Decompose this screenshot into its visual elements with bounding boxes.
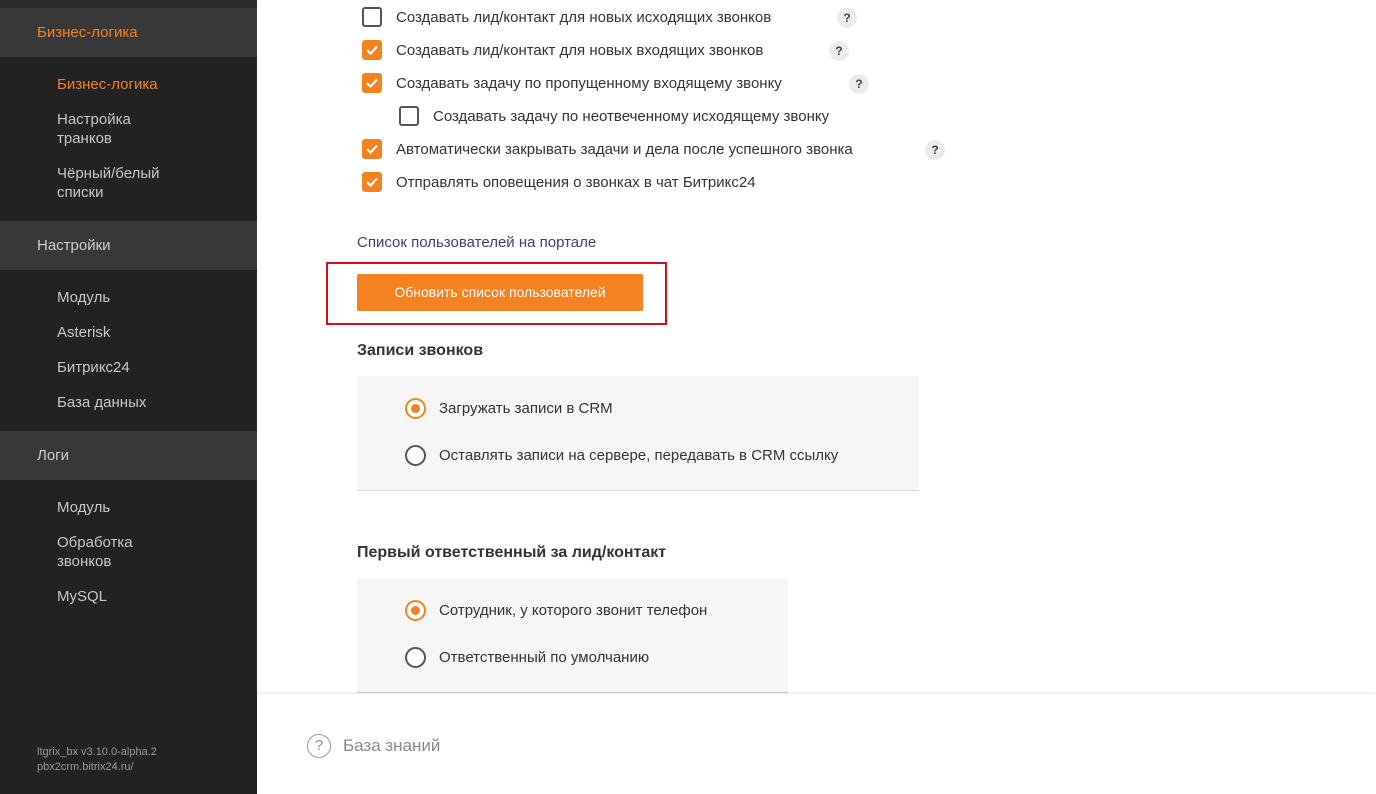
domain-text: pbx2crm.bitrix24.ru/ [37, 761, 134, 773]
section-business-logic[interactable]: Бизнес-логика [0, 8, 257, 57]
sidebar-item-module[interactable]: Модуль [57, 289, 111, 306]
radio-button[interactable] [405, 398, 426, 419]
checkbox[interactable] [362, 139, 382, 159]
version-text: ltgrix_bx v3.10.0-alpha.2 [37, 746, 157, 758]
radio-label: Оставлять записи на сервере, передавать в CRM ссылку [439, 447, 839, 464]
recordings-panel [357, 376, 919, 491]
sidebar-item-database[interactable]: База данных [57, 394, 147, 411]
help-icon[interactable]: ? [829, 41, 849, 61]
knowledge-base-link[interactable] [307, 734, 440, 758]
section-settings[interactable]: Настройки [0, 221, 257, 270]
sidebar-item-bitrix24[interactable]: Битрикс24 [57, 359, 130, 376]
help-icon[interactable]: ? [849, 74, 869, 94]
sidebar-item-log-module[interactable]: Модуль [57, 499, 111, 516]
radio-button[interactable] [405, 647, 426, 668]
main-content [257, 0, 1376, 794]
sidebar-footer [37, 745, 157, 775]
option-label: Автоматически закрывать задачи и дела после успешного звонка [396, 140, 853, 158]
radio-option[interactable] [405, 398, 613, 419]
sidebar-item-asterisk[interactable]: Asterisk [57, 324, 111, 341]
knowledge-base-label: База знаний [343, 736, 441, 755]
footer-bar [257, 694, 1376, 794]
option-chat-notify [362, 171, 756, 193]
radio-label: Загружать записи в CRM [439, 400, 613, 417]
responsible-panel [357, 578, 788, 693]
radio-label: Сотрудник, у которого звонит телефон [439, 602, 708, 619]
radio-button[interactable] [405, 600, 426, 621]
sidebar-item-trunks[interactable]: Настройка транков [57, 111, 131, 147]
section-logs[interactable]: Логи [0, 431, 257, 480]
responsible-title: Первый ответственный за лид/контакт [357, 544, 667, 561]
question-circle-icon: ? [307, 734, 331, 758]
option-outgoing-lead [362, 6, 771, 28]
option-label: Создавать лид/контакт для новых входящих звонков [396, 41, 764, 59]
recordings-title: Записи звонков [357, 342, 484, 359]
option-auto-close [362, 138, 853, 160]
option-label: Создавать лид/контакт для новых исходящих звонков [396, 8, 772, 26]
sidebar [0, 0, 257, 794]
checkbox[interactable] [399, 106, 419, 126]
sidebar-item-mysql[interactable]: MySQL [57, 588, 108, 605]
checkbox[interactable] [362, 40, 382, 60]
sidebar-item-business-logic[interactable]: Бизнес-логика [57, 76, 158, 93]
radio-option[interactable] [405, 600, 707, 621]
radio-button[interactable] [405, 445, 426, 466]
update-users-button[interactable]: Обновить список пользователей [357, 274, 643, 311]
help-icon[interactable]: ? [925, 140, 945, 160]
checkbox[interactable] [362, 7, 382, 27]
sidebar-item-call-processing[interactable]: Обработка звонков [57, 534, 133, 570]
option-label: Отправлять оповещения о звонках в чат Битрикс24 [396, 173, 756, 191]
option-missed-task [362, 72, 782, 94]
help-icon[interactable]: ? [837, 8, 857, 28]
checkbox[interactable] [362, 172, 382, 192]
sidebar-top-strip [0, 0, 257, 8]
sidebar-item-black-white-lists[interactable]: Чёрный/белый списки [57, 165, 160, 201]
radio-option[interactable] [405, 647, 649, 668]
radio-option[interactable] [405, 445, 838, 466]
option-label: Создавать задачу по неотвеченному исходящему звонку [433, 107, 830, 125]
option-incoming-lead [362, 39, 763, 61]
checkbox[interactable] [362, 73, 382, 93]
option-label: Создавать задачу по пропущенному входящему звонку [396, 74, 782, 92]
radio-label: Ответственный по умолчанию [439, 649, 650, 666]
option-unanswered-task [399, 105, 829, 127]
users-list-label: Список пользователей на портале [357, 234, 597, 251]
